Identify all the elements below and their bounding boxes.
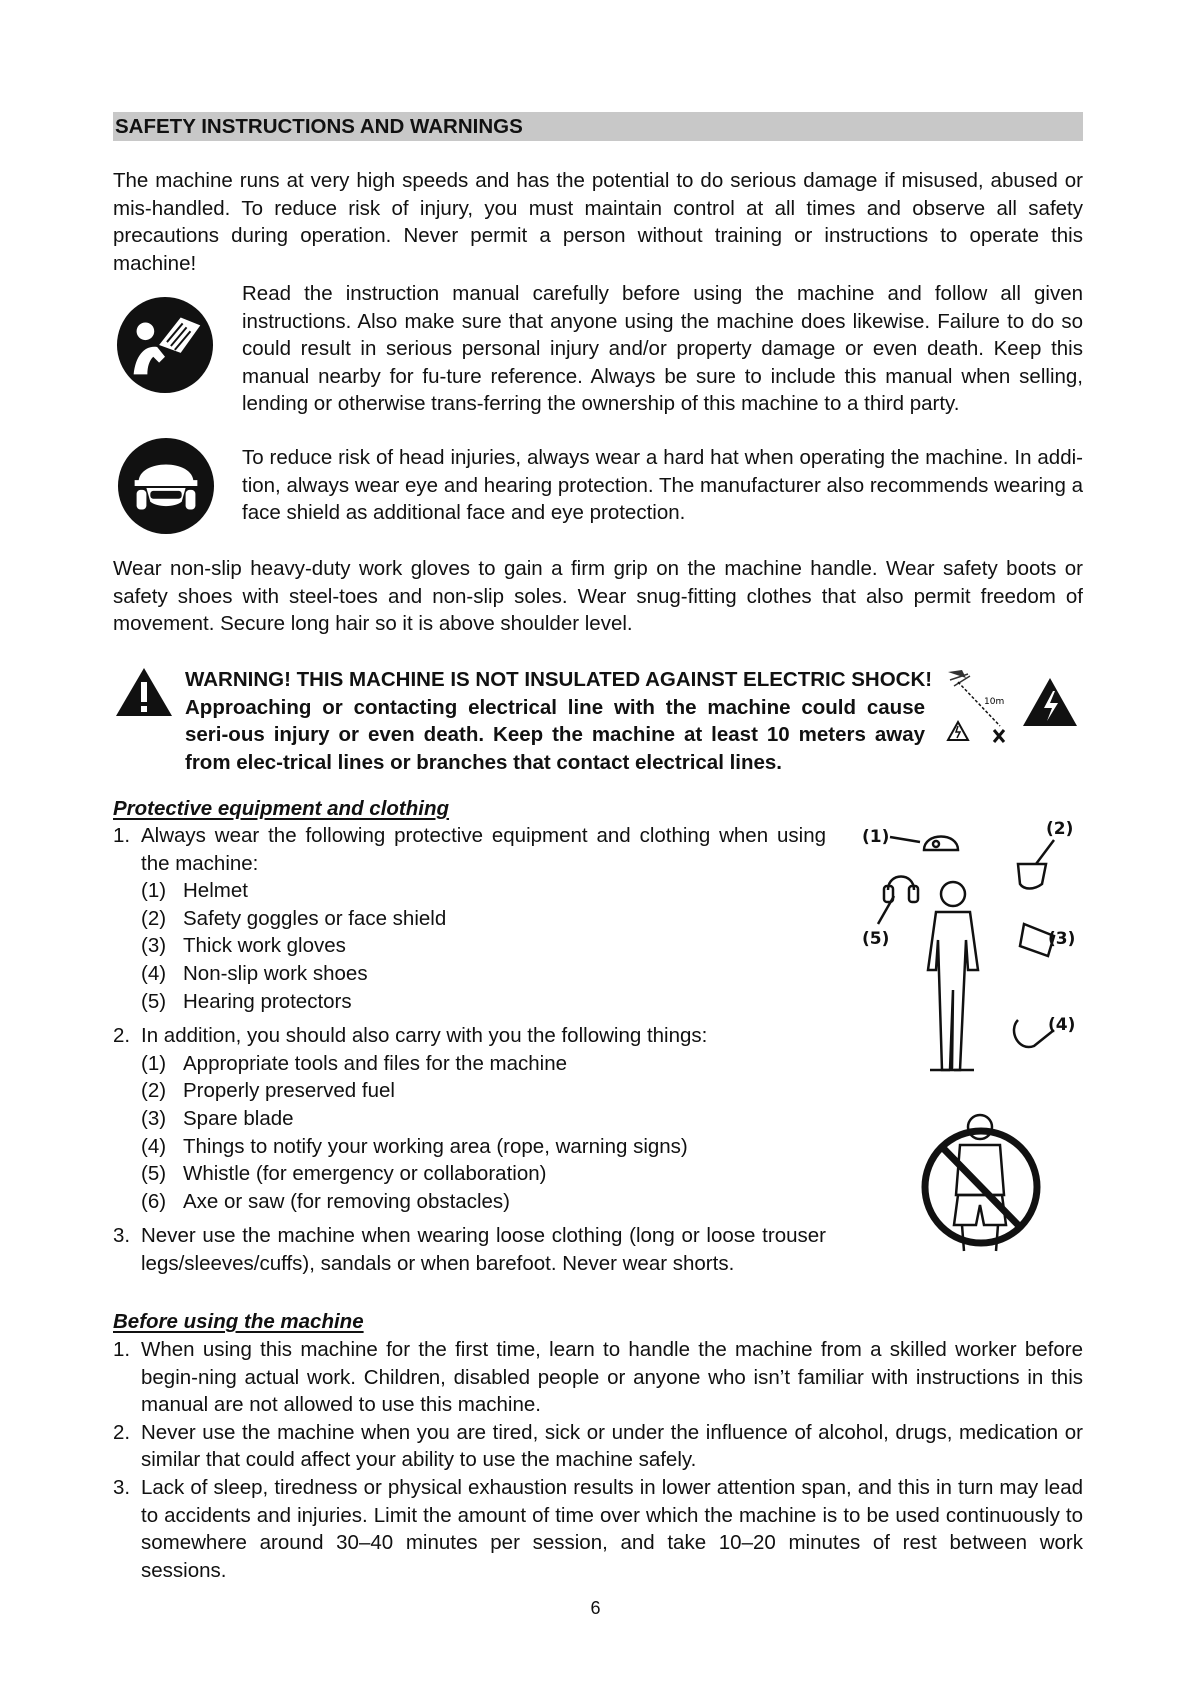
item-number: 1. [113,1338,131,1361]
sub-item: (1) Helmet [141,879,248,903]
item-text: Never use the machine when you are tired, sick or under the influence of alcohol, drugs, medication or similar that could affect your ability to use the machine safely. [141,1420,1083,1472]
list-item [113,822,826,1015]
item-number: 2. [113,1024,131,1048]
manual-notice: Read the instruction manual carefully before using the machine and follow all given instructions. Also make sure that anyone using the machine does likewise. Failure to do so could result in serious personal injury and/or property damage or even death. Keep this manual nearby for fu-ture reference. Always be sure to include this manual when selling, lending or otherwise trans-ferring the ownership of this machine to a third party. [242,282,1083,416]
item-number: 1. [113,824,131,847]
warning-body: Approaching or contacting electrical line with the machine could cause seri-ous injury or even death. Keep the machine at least 10 meters away from elec-trical lines or branches that contact electrical lines. [185,695,925,774]
sub-item: (1) Appropriate tools and files for the machine [141,1051,568,1075]
power-line-distance-icon [944,668,1014,744]
sub-item: (3) Spare blade [141,1106,294,1130]
figure-label-1: (1) [862,827,890,847]
gloves-paragraph: Wear non-slip heavy-duty work gloves to gain a firm grip on the machine handle. Wear safety boots or safety shoes with steel-toes and non-slip soles. Wear snug-fitting clothes that also permit freedom of movement. Secure long hair so it is above shoulder level. [113,557,1083,636]
warning-text [185,666,933,776]
protective-equipment-figure [858,820,1083,1080]
sub-item: (4) Things to notify your working area (rope, warning signs) [141,1134,688,1158]
warning-triangle-icon [115,667,173,717]
item-number: 3. [113,1475,131,1499]
list-item [113,1336,1083,1419]
figure-label-3: (3) [1048,929,1076,949]
list-item [113,1022,826,1215]
sub-item: (2) Properly preserved fuel [141,1079,395,1103]
protective-list [113,822,826,1278]
protective-title: Protective equipment and clothing [113,797,450,820]
item-number: 2. [113,1420,131,1444]
sub-item: (6) Axe or saw (for removing obstacles) [141,1189,510,1213]
sub-item: (5) Whistle (for emergency or collaboration) [141,1162,547,1186]
before-list [113,1336,1083,1584]
figure-label-5: (5) [862,929,890,949]
sub-item: (3) Thick work gloves [141,934,346,958]
item-text: Never use the machine when wearing loose clothing (long or loose trouser legs/sleeves/cuffs), sandals or when barefoot. Never wear shorts. [141,1224,826,1275]
head-notice: To reduce risk of head injuries, always wear a hard hat when operating the machine. In addi-tion, always wear eye and hearing protection. The manufacturer also recommends wearing a face shield as additional face and eye protection. [242,446,1083,525]
list-item [113,1474,1083,1584]
before-title: Before using the machine [113,1310,364,1333]
warning-headline: WARNING! THIS MACHINE IS NOT INSULATED AGAINST ELECTRIC SHOCK! [185,668,933,691]
read-manual-icon [116,296,214,394]
list-item [113,1419,1083,1474]
distance-label: 10m [984,697,1005,707]
page-number: 6 [590,1598,601,1618]
item-number: 3. [113,1224,131,1248]
sub-item: (2) Safety goggles or face shield [141,906,447,930]
item-text: Lack of sleep, tiredness or physical exhaustion results in lower attention span, and this in turn may lead to accidents and injuries. Limit the amount of time over which the machine is to be used continuously to somewhere around 30–40 minutes per session, and take 10–20 minutes of rest between work sessions. [141,1475,1083,1582]
figure-label-2: (2) [1046,820,1074,839]
head-protection-icon [117,437,215,535]
item-text: In addition, you should also carry with you the following things: [141,1024,708,1048]
sub-item: (5) Hearing protectors [141,989,352,1013]
item-text: Always wear the following protective equipment and clothing when using the machine: [141,824,826,875]
no-shorts-icon [920,1105,1042,1257]
sub-item: (4) Non-slip work shoes [141,961,368,985]
section-heading: SAFETY INSTRUCTIONS AND WARNINGS [113,112,1083,141]
item-text: When using this machine for the first time, learn to handle the machine from a skilled worker before begin-ning actual work. Children, disabled people or anyone who isn’t familiar with instructions in this manual are not allowed to use this machine. [141,1338,1083,1417]
figure-label-4: (4) [1048,1015,1076,1035]
electric-hazard-icon [1022,677,1078,727]
intro-paragraph: The machine runs at very high speeds and has the potential to do serious damage if misused, abused or mis-handled. To reduce risk of injury, you must maintain control at all times and observe all safety precautions during operation. Never permit a person without training or instructions to operate this machine! [113,169,1083,275]
list-item [113,1222,826,1277]
